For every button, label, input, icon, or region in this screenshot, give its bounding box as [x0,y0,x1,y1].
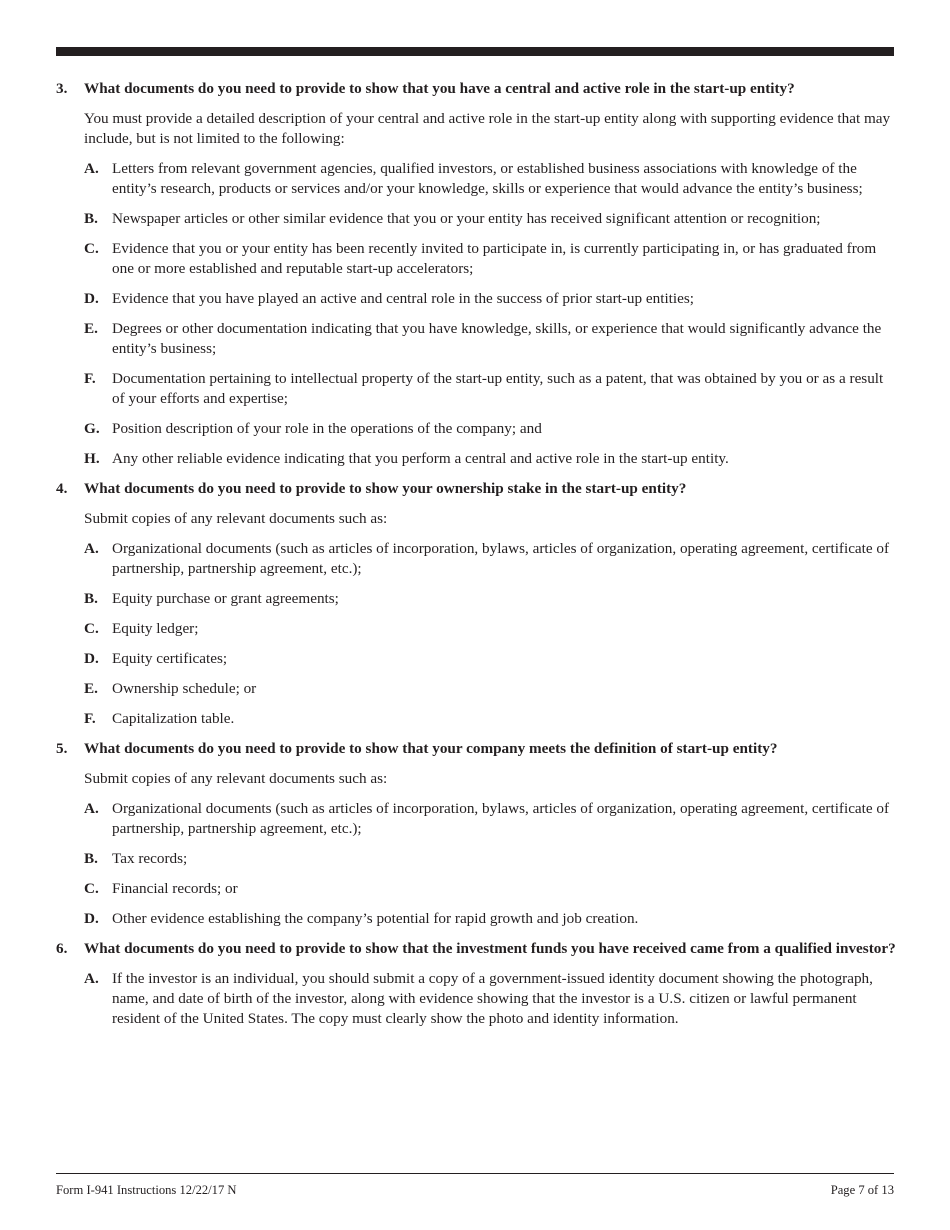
question-number: 6. [56,940,68,957]
section-intro: Submit copies of any relevant documents such as: [84,770,388,787]
section-intro: You must provide a detailed description of your central and active role in the start-up entity along with supporting evidence that may include, but is not limited to the following: [84,110,891,147]
list-item-text: Letters from relevant government agencies, qualified investors, or established business associations with knowledge of the entity’s research, products or services and/or your knowledge, skills or experience that would advance the entity’s business; [112,160,863,197]
list-item-text: Tax records; [112,850,188,867]
list-item-letter: C. [84,240,99,257]
list-item-text: If the investor is an individual, you should submit a copy of a government-issued identity document showing the photograph, name, and date of birth of the investor, along with evidence showing that the investor is a U.S. citizen or lawful permanent resident of the United States. The copy must clearly show the photo and identity information. [112,970,873,1027]
list-item-letter: B. [84,590,98,607]
list-item-letter: A. [84,800,99,817]
footer-rule [56,1173,894,1174]
list-item-text: Equity ledger; [112,620,199,637]
list-item-letter: F. [84,710,96,727]
list-item-letter: C. [84,620,99,637]
list-item-text: Any other reliable evidence indicating that you perform a central and active role in the start-up entity. [112,450,729,467]
list-item-letter: B. [84,210,98,227]
question-section [56,739,896,929]
list-item-letter: D. [84,650,99,667]
question-heading [56,79,896,99]
list-item-text: Equity certificates; [112,650,228,667]
list-item [56,289,896,309]
question-heading [56,479,896,499]
list-item-text: Evidence that you have played an active and central role in the success of prior start-up entities; [112,290,694,307]
list-item-text: Documentation pertaining to intellectual property of the start-up entity, such as a patent, that was obtained by you or as a result of your efforts and expertise; [112,370,884,407]
list-item-letter: A. [84,970,99,987]
list-item-letter: D. [84,910,99,927]
list-item [56,159,896,199]
list-item [56,369,896,409]
question-text: What documents do you need to provide to show that your company meets the definition of start-up entity? [84,740,778,757]
list-item [56,709,896,729]
list-item [56,539,896,579]
question-number: 3. [56,80,68,97]
list-item-text: Ownership schedule; or [112,680,257,697]
question-section [56,79,896,469]
question-section [56,939,896,1029]
question-number: 4. [56,480,68,497]
list-item-letter: A. [84,540,99,557]
list-item-letter: A. [84,160,99,177]
question-text: What documents do you need to provide to show that the investment funds you have received came from a qualified investor? [84,940,896,957]
list-item [56,649,896,669]
list-item-letter: E. [84,320,98,337]
list-item [56,679,896,699]
list-item [56,969,896,1029]
question-heading [56,939,896,959]
list-item-letter: G. [84,420,100,437]
list-item-letter: H. [84,450,100,467]
list-item-text: Organizational documents (such as articles of incorporation, bylaws, articles of organization, operating agreement, certificate of partnership, partnership agreement, etc.); [112,540,890,577]
list-item-text: Organizational documents (such as articles of incorporation, bylaws, articles of organization, operating agreement, certificate of partnership, partnership agreement, etc.); [112,800,890,837]
list-item-letter: E. [84,680,98,697]
list-item-text: Evidence that you or your entity has been recently invited to participate in, is currently participating in, or has graduated from one or more established and reputable start-up accelerators; [112,240,877,277]
header-rule [56,47,894,56]
list-item-text: Newspaper articles or other similar evidence that you or your entity has received significant attention or recognition; [112,210,821,227]
list-item-text: Other evidence establishing the company’s potential for rapid growth and job creation. [112,910,639,927]
form-identifier: Form I-941 Instructions 12/22/17 N [56,1183,237,1197]
list-item-text: Financial records; or [112,880,238,897]
list-item [56,419,896,439]
list-item [56,209,896,229]
question-text: What documents do you need to provide to show your ownership stake in the start-up entity? [84,480,687,497]
question-heading [56,739,896,759]
list-item [56,849,896,869]
list-item [56,799,896,839]
list-item-text: Position description of your role in the operations of the company; and [112,420,542,437]
list-item [56,619,896,639]
list-item-text: Capitalization table. [112,710,235,727]
page-number: Page 7 of 13 [830,1183,894,1197]
list-item [56,449,896,469]
question-section [56,479,896,729]
list-item [56,319,896,359]
list-item [56,879,896,899]
list-item [56,589,896,609]
section-intro: Submit copies of any relevant documents such as: [84,510,388,527]
list-item-letter: D. [84,290,99,307]
document-body [56,79,896,1039]
list-item-letter: C. [84,880,99,897]
list-item-letter: B. [84,850,98,867]
list-item-text: Degrees or other documentation indicating that you have knowledge, skills, or experience that would significantly advance the entity’s business; [112,320,882,357]
list-item [56,239,896,279]
list-item-text: Equity purchase or grant agreements; [112,590,339,607]
question-text: What documents do you need to provide to show that you have a central and active role in the start-up entity? [84,80,795,97]
list-item-letter: F. [84,370,96,387]
list-item [56,909,896,929]
question-number: 5. [56,740,68,757]
